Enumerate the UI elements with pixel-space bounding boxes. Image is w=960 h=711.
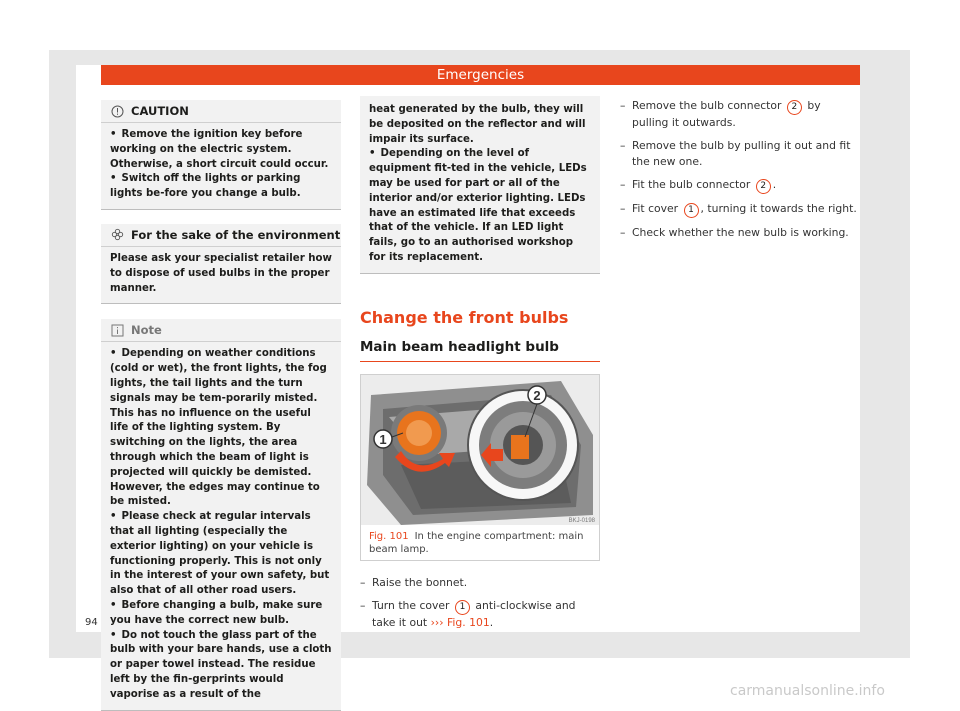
watermark: carmanualsonline.info: [730, 683, 885, 699]
exclamation-circle-icon: [110, 104, 124, 118]
callout-badge: 2: [756, 179, 771, 194]
step: – Fit the bulb connector 2 .: [620, 177, 860, 194]
figure-code: BKJ-0198: [568, 517, 595, 524]
callout-badge: 2: [787, 100, 802, 115]
caution-body: [101, 123, 341, 209]
note-body: [101, 342, 341, 709]
note-item: • Depending on the level of equipment fit-ted in the vehicle, LEDs may be used for part or all of the interior and/or exterior lighting. LEDs have an estimated life that exceeds that of the vehicle. If an LED light fails, go to an authorised workshop for its replacement.: [369, 147, 591, 265]
caution-item: • Remove the ignition key before working on the electric system. Otherwise, a short circuit could occur.: [110, 128, 332, 172]
caution-title: CAUTION: [131, 104, 189, 118]
figure-label-2: 2: [533, 387, 541, 403]
figure-caption-text: In the engine compartment: main beam lamp.: [369, 530, 584, 555]
note-item: • Depending on weather conditions (cold or wet), the front lights, the fog lights, the tail lights and the turn signals may be tem-porarily misted. This has no influence on the useful life of the lighting system. By switching on the lights, the area through which the beam of light is projected will quickly be demisted. However, the edges may continue to be misted.: [110, 347, 332, 510]
step: – Turn the cover 1 anti-clockwise and take it out ››› Fig. 101.: [360, 598, 576, 629]
step: – Fit cover 1 , turning it towards the right.: [620, 201, 860, 218]
callout-badge: 1: [684, 203, 699, 218]
caution-item: • Switch off the lights or parking lights be-fore you change a bulb.: [110, 172, 332, 202]
environment-box: [101, 224, 341, 304]
info-box-icon: [110, 323, 124, 337]
environment-header: [101, 224, 341, 247]
figure-101: [360, 374, 600, 561]
note-item: • Before changing a bulb, make sure you have the correct new bulb.: [110, 599, 332, 629]
figure-number: Fig. 101: [369, 530, 409, 542]
headlight-illustration: [361, 375, 599, 525]
note-title: Note: [131, 323, 162, 338]
environment-text: Please ask your specialist retailer how to dispose of used bulbs in the proper manner.: [110, 252, 332, 294]
chapter-header: Emergencies: [101, 65, 860, 85]
note-continued-text: heat generated by the bulb, they will be deposited on the reflector and will impair its surface.: [369, 104, 586, 145]
figure-caption: [361, 525, 599, 560]
caution-box: [101, 100, 341, 210]
environment-title: For the sake of the environment: [131, 227, 341, 242]
note-header: [101, 319, 341, 342]
right-column: [620, 98, 860, 248]
note-box: [101, 319, 341, 710]
step-text: anti-clockwise and take it out: [372, 598, 576, 629]
note-continued-box: [360, 96, 600, 274]
step-text: Turn the cover: [372, 598, 450, 612]
note-continued-body: [360, 96, 600, 273]
section-title: Change the front bulbs: [360, 307, 569, 327]
caution-header: [101, 100, 341, 123]
step: – Check whether the new bulb is working.: [620, 226, 849, 239]
figure-label-1: 1: [379, 431, 387, 447]
step: – Raise the bonnet.: [360, 575, 600, 591]
flower-icon: [110, 228, 124, 242]
step-text: Raise the bonnet.: [372, 575, 468, 589]
callout-badge: 1: [455, 600, 470, 615]
environment-body: [101, 247, 341, 303]
note-item: • Please check at regular intervals that all lighting (especially the exterior lighting) on your vehicle is functioning properly. This is not only in the interest of your own safety, but also that of all other road users.: [110, 510, 332, 599]
figure-cross-reference[interactable]: ››› Fig. 101: [430, 615, 490, 629]
step: – Remove the bulb connector 2 by pulling it outwards.: [620, 99, 821, 129]
page-number: 94: [85, 617, 98, 628]
section-subtitle: Main beam headlight bulb: [360, 339, 600, 362]
steps-left: [360, 575, 600, 631]
note-item: • Do not touch the glass part of the bulb with your bare hands, use a cloth or paper towel instead. The residue left by the fin-gerprints would vaporise as a result of the: [110, 629, 332, 703]
middle-column: [360, 96, 600, 638]
step: – Remove the bulb by pulling it out and fit the new one.: [620, 139, 851, 168]
left-column: [101, 100, 341, 711]
